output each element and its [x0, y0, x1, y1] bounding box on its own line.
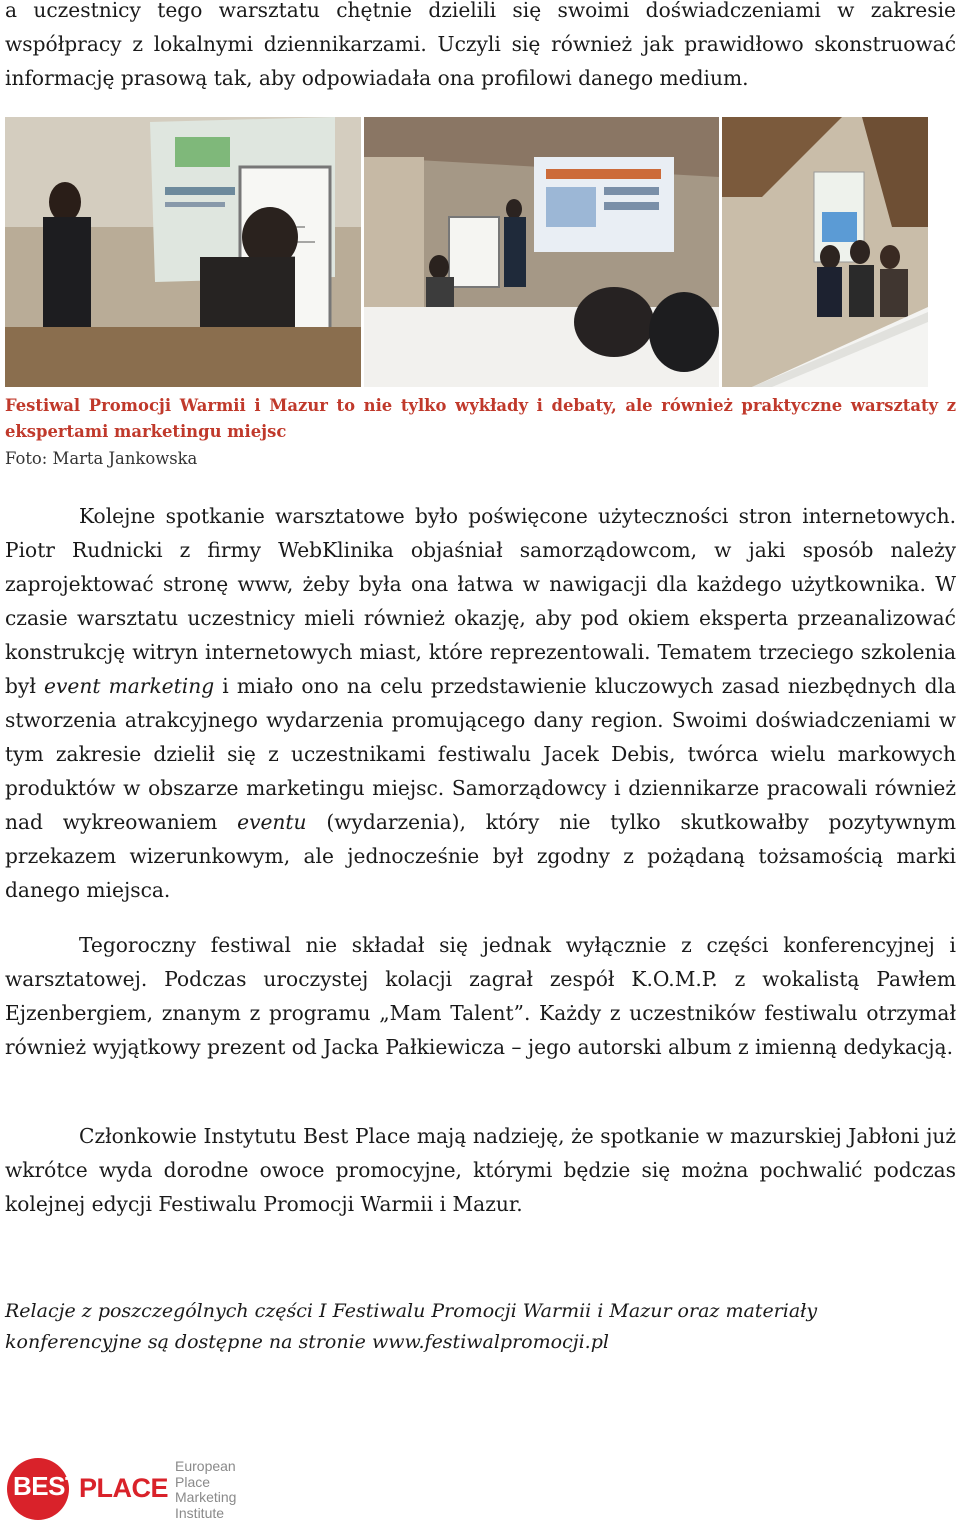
intro-paragraph: a uczestnicy tego warsztatu chętnie dzielili się swoimi doświadczeniami w zakresie współpracy z lokalnymi dziennikarzami. Uczyli się również jak prawidłowo skonstruować informację prasową tak, aby odpowiadała ona profilowi danego medium.	[5, 0, 956, 90]
body-paragraph-1	[5, 499, 956, 907]
body-paragraph-1-start: Kolejne spotkanie warsztatowe było poświęcone użyteczności stron internetowych. Piotr Rudnicki z firmy WebKlinika objaśniał samorządowcom, w jaki sposób należy zaprojektować stronę www, żeby była ona łatwa w nawigacji dla każdego użytkownika. W czasie warsztatu uczestnicy mieli również okazję, aby pod okiem eksperta przeanalizować konstrukcję witryn internetowych miast, które reprezentowali. Tematem trzeciego szkolenia był	[5, 504, 956, 698]
logo-sub-line: Marketing	[175, 1489, 237, 1505]
body-paragraph-1-end: (wydarzenia), który nie tylko skutkowałby pozytywnym przekazem wizerunkowym, ale jednocześnie był zgodny z pożądaną tożsamością marki danego miejsca.	[5, 810, 957, 902]
best-place-logo	[7, 1454, 247, 1529]
logo-place-text: PLACE	[79, 1473, 169, 1503]
body-paragraph-2: Tegoroczny festiwal nie składał się jednak wyłącznie z części konferencyjnej i warsztatowej. Podczas uroczystej kolacji zagrał zespół K.O.M.P. z wokalistą Pawłem Ejzenbergiem, znanym z programu „Mam Talent”. Każdy z uczestników festiwalu otrzymał również wyjątkowy prezent od Jacka Pałkiewicza – jego autorski album z imienną dedykacją.	[5, 933, 956, 1059]
logo-best-text: BEST	[13, 1471, 81, 1501]
logo-institute-name	[175, 1459, 255, 1521]
photo-strip	[5, 117, 928, 387]
body-paragraph-3: Członkowie Instytutu Best Place mają nadzieję, że spotkanie w mazurskiej Jabłoni już wkrótce wyda dorodne owoce promocyjne, którymi będzie się można pochwalić podczas kolejnej edycji Festiwalu Promocji Warmii i Mazur.	[5, 1124, 956, 1216]
logo-sub-line: Institute	[175, 1504, 225, 1521]
footer-note: Relacje z poszczególnych części I Festiwalu Promocji Warmii i Mazur oraz materiały konferencyjne są dostępne na stronie www.festiwalpromocji.pl	[5, 1300, 818, 1353]
logo-sub-line: Place	[175, 1473, 211, 1490]
body-paragraph-1-middle: i miało ono na celu przedstawienie kluczowych zasad niezbędnych dla stworzenia atrakcyjnego wydarzenia promującego dany region. Swoimi doświadczeniami w tym zakresie dzielił się z uczestnikami festiwalu Jacek Debis, twórca wielu markowych produktów w obszarze marketingu miejsc. Samorządowcy i dziennikarze pracowali również nad wykreowaniem	[5, 674, 956, 834]
panel-photo-icon	[722, 117, 928, 387]
photo-credit: Foto: Marta Jankowska	[5, 449, 198, 468]
presentation-photo-icon	[364, 117, 719, 387]
workshop-photo-icon	[5, 117, 361, 387]
photo-caption: Festiwal Promocji Warmii i Mazur to nie tylko wykłady i debaty, ale również praktyczne warsztaty z ekspertami marketingu miejsc	[5, 396, 956, 441]
eventu-term: eventu	[237, 810, 307, 834]
logo-sub-line: European	[175, 1458, 236, 1474]
event-marketing-term: event marketing	[44, 674, 215, 698]
